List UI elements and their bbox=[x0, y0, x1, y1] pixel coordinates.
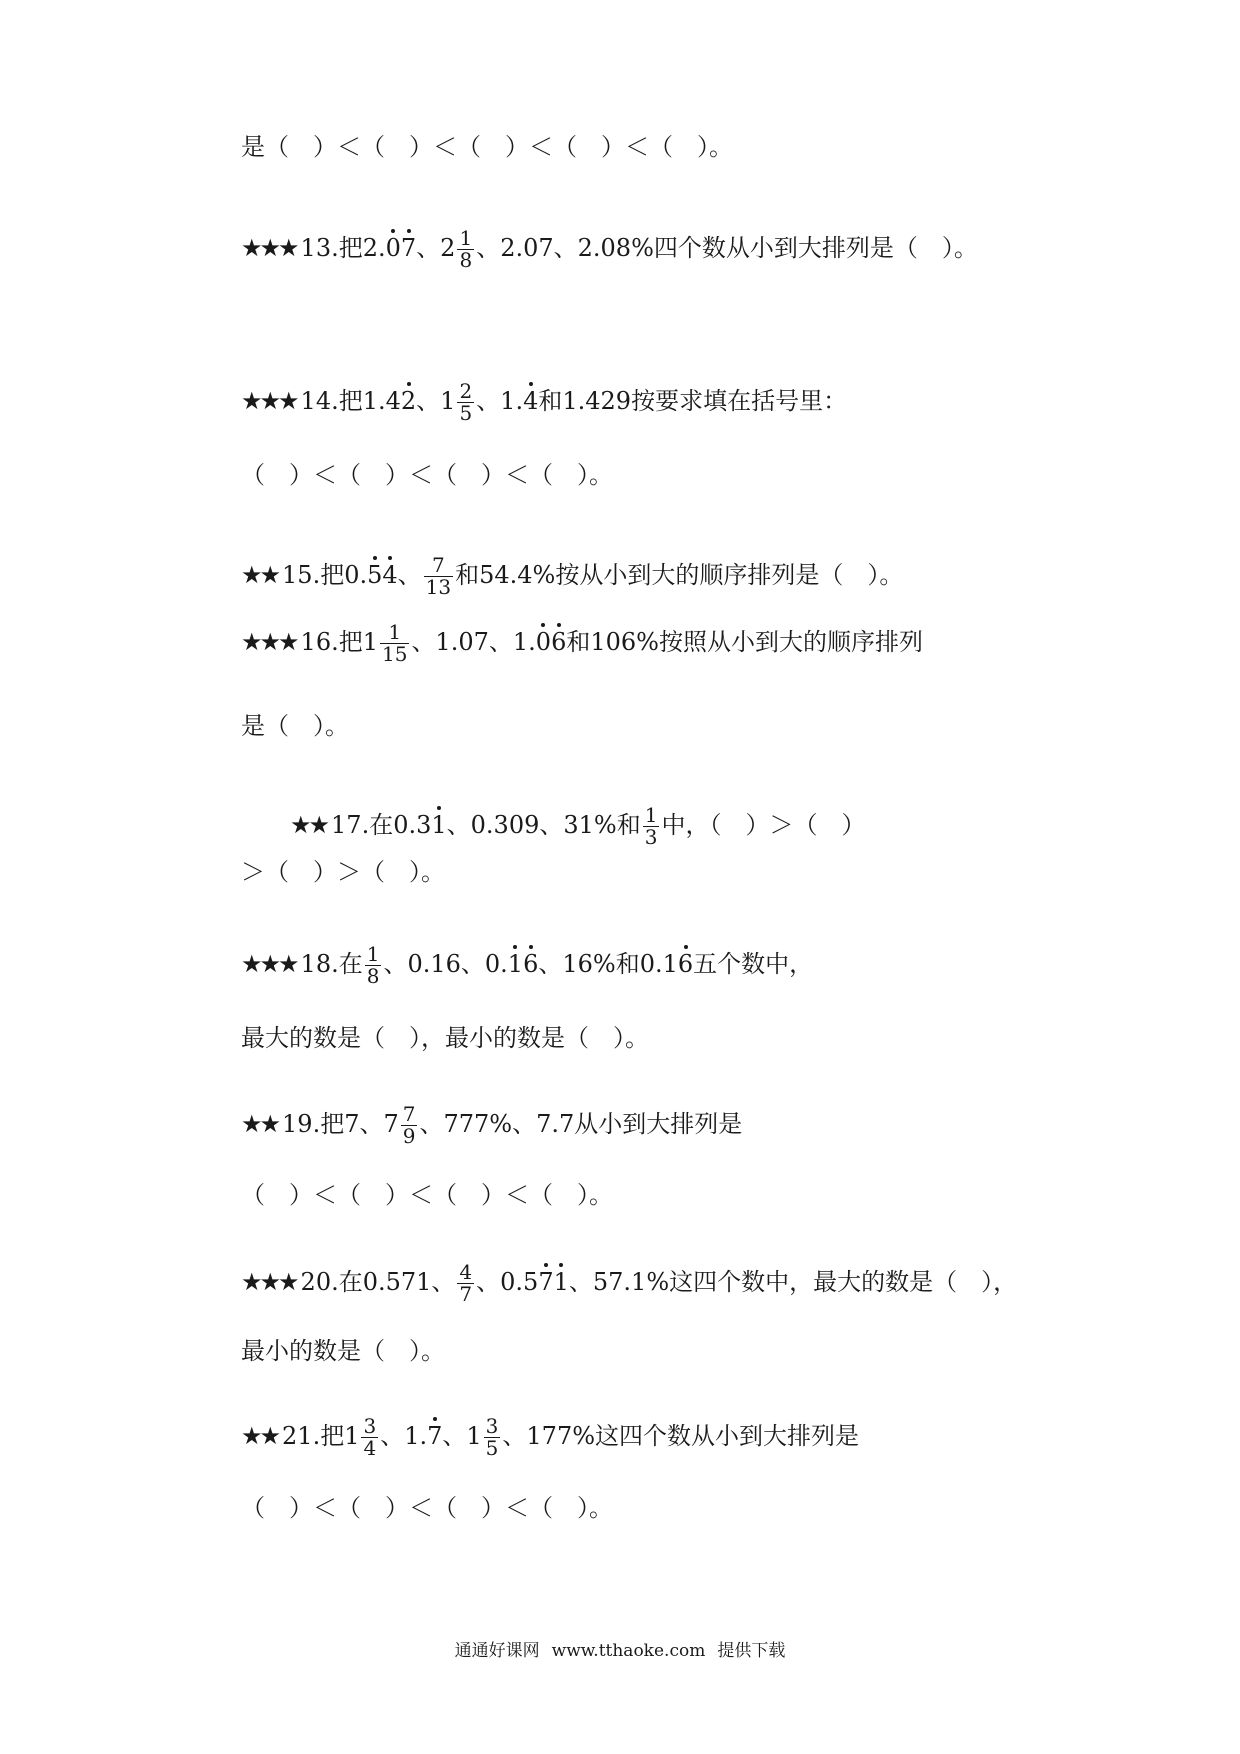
question-19: ★★ 19.把7、7 $\frac{7}{9}$ 、777%、7.7从小到大排列是 bbox=[241, 1102, 743, 1148]
question-18: ★★★ 18.在 $\frac{1}{8}$ 、0.16、0.16、16%和0.16五个数中， bbox=[241, 942, 814, 988]
repeating-digit: 4 bbox=[523, 387, 539, 415]
difficulty-stars: ★★ bbox=[241, 1422, 279, 1450]
page-footer bbox=[0, 1636, 1240, 1661]
difficulty-stars: ★★★ bbox=[241, 950, 297, 978]
fraction: $\frac{7}{13}$ bbox=[425, 553, 452, 599]
q17-continuation: ＞（ ）＞（ ）。 bbox=[241, 858, 445, 886]
fraction: $\frac{1}{8}$ bbox=[366, 942, 380, 988]
difficulty-stars: ★★ bbox=[241, 1110, 279, 1138]
q18-continuation: 最大的数是（ ），最小的数是（ ）。 bbox=[241, 1024, 649, 1052]
fraction: $\frac{3}{4}$ bbox=[363, 1414, 377, 1460]
repeating-digit: 6 bbox=[677, 950, 694, 978]
repeating-digit: 6 bbox=[523, 950, 539, 978]
difficulty-stars: ★★ bbox=[241, 561, 279, 589]
difficulty-stars: ★★★ bbox=[241, 234, 297, 262]
repeating-digit: 4 bbox=[382, 561, 398, 589]
repeating-digit: 7 bbox=[538, 1268, 554, 1296]
repeating-digit: 7 bbox=[400, 234, 417, 262]
repeating-digit: 1 bbox=[553, 1268, 569, 1296]
difficulty-stars: ★★★ bbox=[241, 628, 297, 656]
question-15: ★★ 15.把0.54、 $\frac{7}{13}$ 和54.4%按从小到大的顺序排列是（ ）。 bbox=[241, 553, 904, 599]
difficulty-stars: ★★★ bbox=[241, 1268, 297, 1296]
repeating-digit: 6 bbox=[551, 628, 567, 656]
repeating-digit: 5 bbox=[367, 561, 383, 589]
fraction: $\frac{3}{5}$ bbox=[485, 1414, 499, 1460]
question-14: ★★★ 14.把1.42、1 $\frac{2}{5}$ 、1.4和1.429按要求填在括号里： bbox=[241, 379, 848, 425]
footer-note: 提供下载 bbox=[717, 1641, 786, 1661]
q20-continuation: 最小的数是（ ）。 bbox=[241, 1337, 445, 1365]
fraction: $\frac{2}{5}$ bbox=[459, 379, 473, 425]
fraction: $\frac{4}{7}$ bbox=[459, 1260, 473, 1306]
q19-blanks: （ ）＜（ ）＜（ ）＜（ ）。 bbox=[241, 1181, 613, 1209]
repeating-digit: 2 bbox=[400, 387, 417, 415]
q12-continuation: 是（ ）＜（ ）＜（ ）＜（ ）＜（ ）。 bbox=[241, 133, 733, 161]
repeating-digit: 0 bbox=[385, 234, 401, 262]
question-13: ★★★ 13.把2.07、2 $\frac{1}{8}$ 、2.07、2.08%四个数从小到大排列是（ ）。 bbox=[241, 226, 978, 272]
repeating-digit: 0 bbox=[535, 628, 552, 656]
fraction: $\frac{1}{8}$ bbox=[459, 226, 473, 272]
repeating-digit: 1 bbox=[431, 811, 447, 839]
fraction: $\frac{1}{3}$ bbox=[644, 803, 658, 849]
difficulty-stars: ★★ bbox=[290, 811, 328, 839]
footer-site-name: 通通好课网 bbox=[454, 1641, 540, 1661]
fraction: $\frac{1}{15}$ bbox=[381, 620, 408, 666]
q21-blanks: （ ）＜（ ）＜（ ）＜（ ）。 bbox=[241, 1494, 613, 1522]
difficulty-stars: ★★★ bbox=[241, 387, 297, 415]
q16-continuation: 是（ ）。 bbox=[241, 712, 349, 740]
fraction: $\frac{7}{9}$ bbox=[402, 1102, 416, 1148]
repeating-digit: 7 bbox=[427, 1422, 443, 1450]
repeating-digit: 1 bbox=[507, 950, 524, 978]
question-20: ★★★ 20.在0.571、 $\frac{4}{7}$ 、0.571、57.1%这四个数中，最大的数是（ ）， bbox=[241, 1260, 1018, 1306]
question-17: ★★ 17.在0.31、0.309、31%和 $\frac{1}{3}$ 中，（ ）＞（ ） bbox=[290, 803, 866, 849]
question-21: ★★ 21.把1 $\frac{3}{4}$ 、1.7、1 $\frac{3}{5}$ 、177%这四个数从小到大排列是 bbox=[241, 1414, 860, 1460]
question-16: ★★★ 16.把1 $\frac{1}{15}$ 、1.07、1.06和106%按照从小到大的顺序排列 bbox=[241, 620, 923, 666]
footer-url[interactable]: www.tthaoke.com bbox=[551, 1641, 706, 1661]
q14-blanks: （ ）＜（ ）＜（ ）＜（ ）。 bbox=[241, 461, 613, 489]
